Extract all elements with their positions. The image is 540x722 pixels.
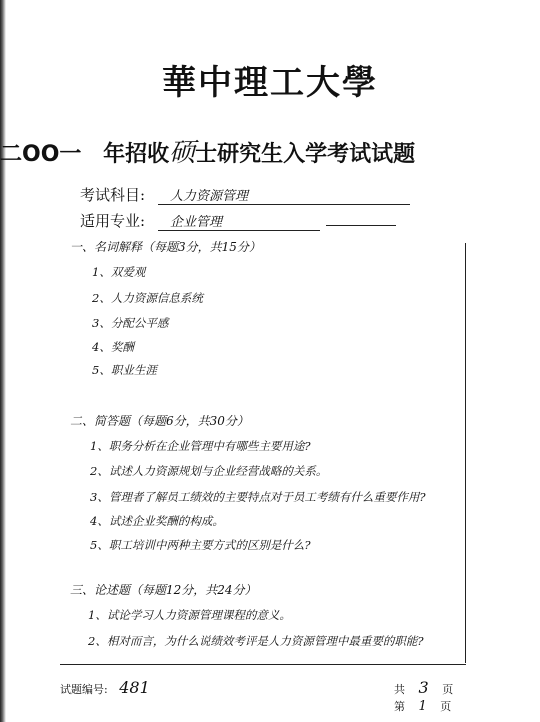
list-item: 4、试述企业奖酬的构成。 [90,514,224,528]
university-name: 華中理工大學 [162,63,378,103]
subject-value: 人力资源管理 [158,185,410,205]
frame-right-line [465,243,466,663]
exam-code-label: 试题编号: [60,683,108,696]
exam-title-suffix: 士研究生入学考试试题 [195,141,416,167]
list-item: 2、人力资源信息系统 [92,291,203,305]
exam-year: 二OO一 [0,142,82,167]
page-total [394,678,453,697]
total-label: 共 [394,683,405,696]
degree-handwritten: 硕 [169,138,196,168]
total-pages: 3 [418,678,429,697]
exam-title [0,132,540,169]
page-number [394,698,451,714]
exam-code [60,678,150,697]
list-item: 5、职工培训中两种主要方式的区别是什么? [90,538,311,552]
list-item: 1、双爱观 [92,265,146,279]
section-heading: 三、论述题（每题12分，共24分） [70,583,257,597]
list-item: 3、管理者了解员工绩效的主要特点对于员工考绩有什么重要作用? [90,490,426,504]
frame-bottom-line [60,664,466,665]
list-item: 5、职业生涯 [92,363,157,377]
major-underline-extra [326,225,396,226]
exam-code-value: 481 [119,678,150,697]
list-item: 1、职务分析在企业管理中有哪些主要用途? [90,439,311,453]
major-label: 适用专业: [80,212,146,230]
total-unit: 页 [442,683,454,696]
list-item: 1、试论学习人力资源管理课程的意义。 [88,608,291,622]
page-unit: 页 [440,700,452,713]
subject-label: 考试科目: [80,186,146,204]
list-item: 2、试述人力资源规划与企业经营战略的关系。 [90,464,328,478]
list-item: 2、相对而言，为什么说绩效考评是人力资源管理中最重要的职能? [88,634,424,648]
exam-title-mid: 年招收 [103,141,170,167]
major-value: 企业管理 [158,211,320,231]
current-page: 1 [418,699,427,714]
section-heading: 一、名词解释（每题3分，共15分） [70,240,261,254]
scan-edge [0,0,6,722]
page-label: 第 [394,700,405,713]
list-item: 4、奖酬 [92,340,134,354]
list-item: 3、分配公平感 [92,316,169,330]
major-row [80,210,396,231]
subject-row [80,184,410,205]
section-heading: 二、简答题（每题6分，共30分） [70,414,249,428]
